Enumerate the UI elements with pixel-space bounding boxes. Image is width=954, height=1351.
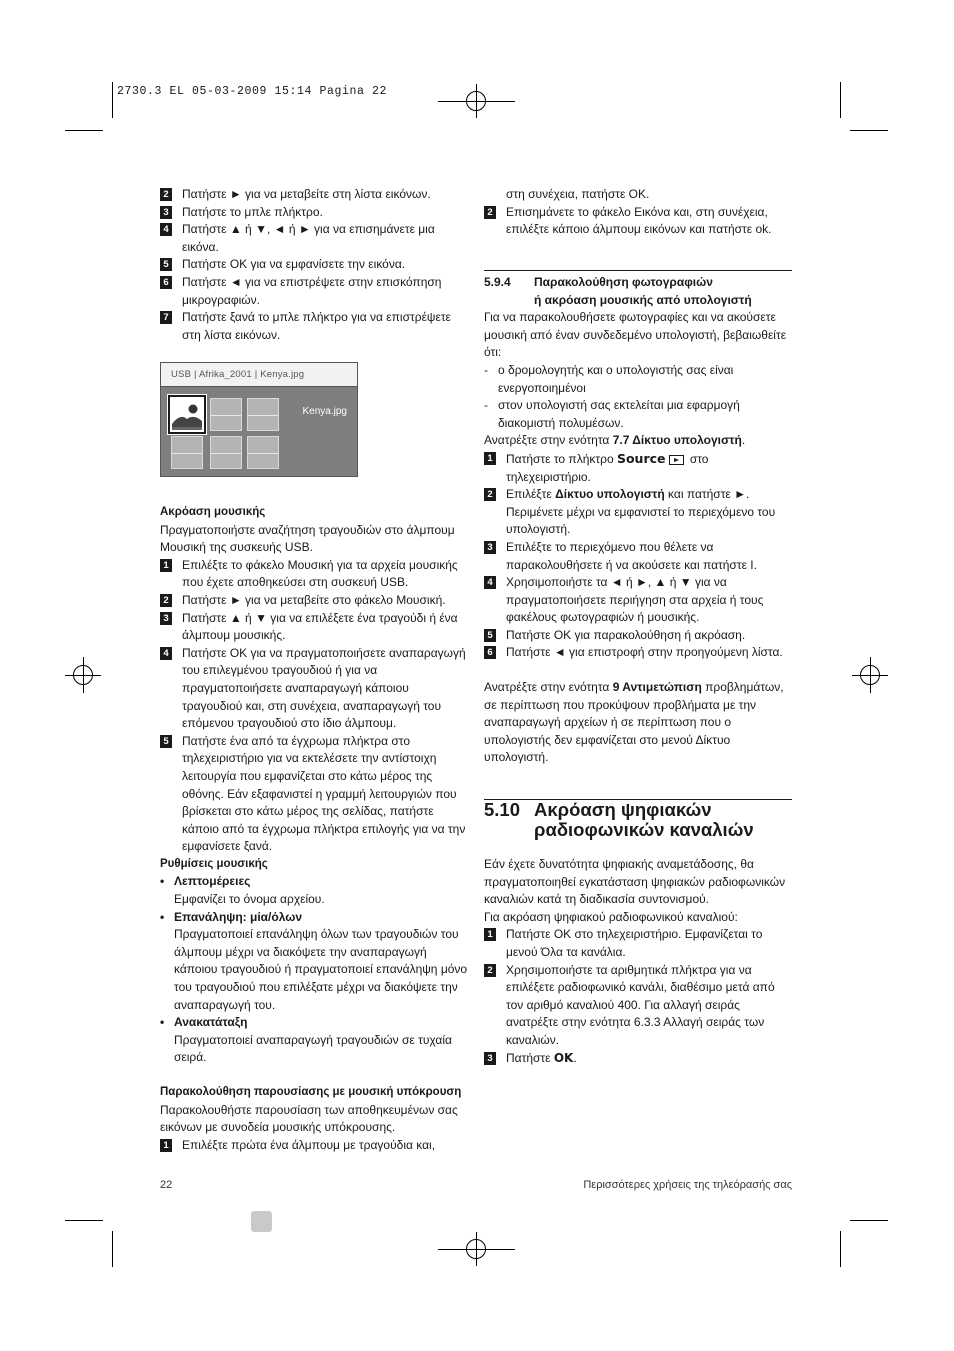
music-intro: Πραγματοποιήστε αναζήτηση τραγουδιών στο άλμπουμ Μουσική της συσκευής USB.: [160, 522, 455, 555]
page-number: 22: [160, 1179, 173, 1191]
setting-desc: Πραγματοποιεί επανάληψη όλων των τραγουδιών του άλμπουμ μέχρι να διακόψετε την αναπαραγωγή κάποιου τραγουδιού ή πραγματοποιεί επανάληψη μόνο του τραγουδιού που επιλέξατε μέχρι να διακόψετε την αναπαραγωγή του.: [174, 927, 468, 1012]
step-item: 1 Πατήστε OK στο τηλεχειριστήριο. Εμφανίζεται το μενού Όλα τα κανάλια.: [484, 926, 792, 961]
section-heading-510: 5.10 Ακρόαση ψηφιακών ραδιοφωνικών καναλιών: [484, 799, 792, 839]
landscape-icon: [170, 397, 204, 432]
reference-text: Ανατρέξτε στην ενότητα 7.7 Δίκτυο υπολογιστή.: [484, 433, 746, 448]
thumbnail: [210, 436, 242, 469]
crop-mark: [840, 1231, 841, 1267]
step-item: 3 Πατήστε ▲ ή ▼ για να επιλέξετε ένα τραγούδι ή ένα άλμπουμ μουσικής.: [160, 610, 472, 645]
image-browser-screenshot: [160, 362, 358, 477]
thumbnail: [247, 398, 279, 431]
crop-mark: [112, 1231, 113, 1267]
setting-label: • Επανάληψη: μία/όλων: [160, 909, 303, 924]
crop-mark: [840, 82, 841, 118]
music-settings-heading: Ρυθμίσεις μουσικής: [160, 857, 268, 870]
step-item: 5 Πατήστε OK για παρακολούθηση ή ακρόαση.: [484, 627, 792, 645]
step-item: 1 Πατήστε το πλήκτρο Source στο τηλεχειριστήριο.: [484, 450, 792, 486]
dash-item: - ο δρομολογητής και ο υπολογιστής σας είναι ενεργοποιημένοι: [484, 362, 734, 395]
thumbnail-selected: [168, 395, 206, 434]
setting-desc: Εμφανίζει το όνομα αρχείου.: [174, 892, 325, 907]
step-item: 3 Πατήστε το μπλε πλήκτρο.: [160, 204, 472, 222]
crop-mark: [65, 1220, 103, 1221]
step-item: 2 Πατήστε ► για να μεταβείτε στο φάκελο Μουσική.: [160, 592, 472, 610]
step-item: 4 Πατήστε ▲ ή ▼, ◄ ή ► για να επισημάνετε μια εικόνα.: [160, 221, 472, 256]
section-intro: Εάν έχετε δυνατότητα ψηφιακής αναμετάδοσης, θα πραγματοποιηθεί εγκατάσταση ψηφιακών ραδιοφωνικών καναλιών κατά τη διαδικασία συντονισμού.: [484, 857, 786, 907]
right-column-section-594: [484, 270, 792, 767]
selected-filename: Kenya.jpg: [302, 406, 347, 417]
step-item: 3 Επιλέξτε το περιεχόμενο που θέλετε να παρακολουθήσετε ή να ακούσετε και πατήστε I.: [484, 539, 792, 574]
step-item: 4 Πατήστε OK για να πραγματοποιήσετε αναπαραγωγή του επιλεγμένου τραγουδιού ή για να πραγματοποιήσετε αναπαραγωγή κάποιου τραγουδιού και, στη συνέχεια, αναπαραγωγή του επόμενου τραγουδιού στο ίδιο άλμπουμ.: [160, 645, 472, 733]
step-item: 2 Επισημάνετε το φάκελο Εικόνα και, στη συνέχεια, επιλέξτε κάποιο άλμπουμ εικόνων και πατήστε ok.: [484, 204, 792, 239]
thumbnail: [210, 398, 242, 431]
left-column: [160, 186, 472, 344]
section-intro: Για να παρακολουθήσετε φωτογραφίες και να ακούσετε μουσική από έναν συνδεδεμένο υπολογιστή, βεβαιωθείτε ότι:: [484, 310, 787, 360]
step-item: 4 Χρησιμοποιήστε τα ◄ ή ►, ▲ ή ▼ για να πραγματοποιήσετε περιήγηση στα αρχεία ή τους φακέλους φωτογραφιών ή μουσικής.: [484, 574, 792, 627]
step-item: 1 Επιλέξτε πρώτα ένα άλμπουμ με τραγούδια και,: [160, 1137, 472, 1155]
crop-mark: [850, 1220, 888, 1221]
step-item: 5 Πατήστε ένα από τα έγχρωμα πλήκτρα στο τηλεχειριστήριο για να εκτελέσετε την αντίστοιχη λειτουργία που εμφανίζεται στο κάτω μέρος της οθόνης. Εάν εξαφανιστεί η γραμμή λειτουργιών που βρίσκεται στο κάτω μέρος της σελίδας, πατήστε κάποιο από τα έγχρωμα πλήκτρα επιλογής για να την εμφανίσετε ξανά.: [160, 733, 472, 856]
thumbnail: [247, 436, 279, 469]
source-icon: [669, 455, 684, 465]
section-heading-594: 5.9.4 Παρακολούθηση φωτογραφιών ή ακρόαση μουσικής από υπολογιστή: [484, 270, 792, 309]
step-item: 3 Πατήστε OK.: [484, 1050, 792, 1068]
dash-item: - στον υπολογιστή σας εκτελείται μια εφαρμογή διακομιστή πολυμέσων.: [484, 398, 740, 430]
setting-desc: Πραγματοποιεί αναπαραγωγή τραγουδιών σε τυχαία σειρά.: [174, 1032, 452, 1065]
slideshow-intro: Παρακολουθήστε παρουσίαση των αποθηκευμένων σας εικόνων με συνοδεία μουσικής υπόκρουσης.: [160, 1102, 458, 1135]
slideshow-heading: Παρακολούθηση παρουσίασης με μουσική υπόκρουση: [160, 1086, 462, 1098]
breadcrumb: USB | Afrika_2001 | Kenya.jpg: [161, 363, 357, 387]
right-column-section-510: [484, 799, 792, 1067]
crop-mark: [65, 130, 103, 131]
left-column-lower: [160, 504, 472, 1154]
print-slug: 2730.3 EL 05-03-2009 15:14 Pagina 22: [117, 85, 388, 98]
troubleshooting-text: Ανατρέξτε στην ενότητα 9 Αντιμετώπιση προβλημάτων, σε περίπτωση που προκύψουν προβλήματα με την αναπαραγωγή αρχείων ή σε περίπτωση που ο υπολογιστής δεν εμφανίζεται στο μενού Δίκτυο υπολογιστή.: [484, 680, 784, 765]
step-item: 2 Πατήστε ► για να μεταβείτε στη λίστα εικόνων.: [160, 186, 472, 204]
crop-mark: [850, 130, 888, 131]
setting-label: • Λεπτομέρειες: [160, 874, 251, 889]
step-item: 2 Χρησιμοποιήστε τα αριθμητικά πλήκτρα για να επιλέξετε ραδιοφωνικό κανάλι, διαθέσιμο μετά από τον αριθμό καναλιού 400. Για αλλαγή σειράς ανατρέξτε στην ενότητα 6.3.3 Αλλαγή σειράς των καναλιών.: [484, 962, 792, 1050]
setting-label: • Ανακατάταξη: [160, 1015, 248, 1030]
color-swatch: [251, 1211, 272, 1232]
step-item: 6 Πατήστε ◄ για να επιστρέψετε στην επισκόπηση μικρογραφιών.: [160, 274, 472, 309]
crop-mark: [112, 82, 113, 118]
step-item: 7 Πατήστε ξανά το μπλε πλήκτρο για να επιστρέψετε στη λίστα εικόνων.: [160, 309, 472, 344]
thumbnail: [171, 436, 203, 469]
right-column: [484, 186, 792, 239]
step-item: 5 Πατήστε OK για να εμφανίσετε την εικόνα.: [160, 256, 472, 274]
step-item: 1 Επιλέξτε το φάκελο Μουσική για τα αρχεία μουσικής που έχετε αποθηκεύσει στη συσκευή USB.: [160, 557, 472, 592]
step-item: 2 Επιλέξτε Δίκτυο υπολογιστή και πατήστε ►. Περιμένετε μέχρι να εμφανιστεί το περιεχόμενο του υπολογιστή.: [484, 486, 792, 539]
footer-title: Περισσότερες χρήσεις της τηλεόρασής σας: [583, 1179, 792, 1191]
section-lead: Για ακρόαση ψηφιακού ραδιοφωνικού καναλιού:: [484, 909, 738, 924]
continued-text: στη συνέχεια, πατήστε OK.: [506, 187, 650, 201]
step-item: 6 Πατήστε ◄ για επιστροφή στην προηγούμενη λίστα.: [484, 644, 792, 662]
source-key-label: Source: [616, 450, 666, 466]
music-heading: Ακρόαση μουσικής: [160, 506, 266, 518]
